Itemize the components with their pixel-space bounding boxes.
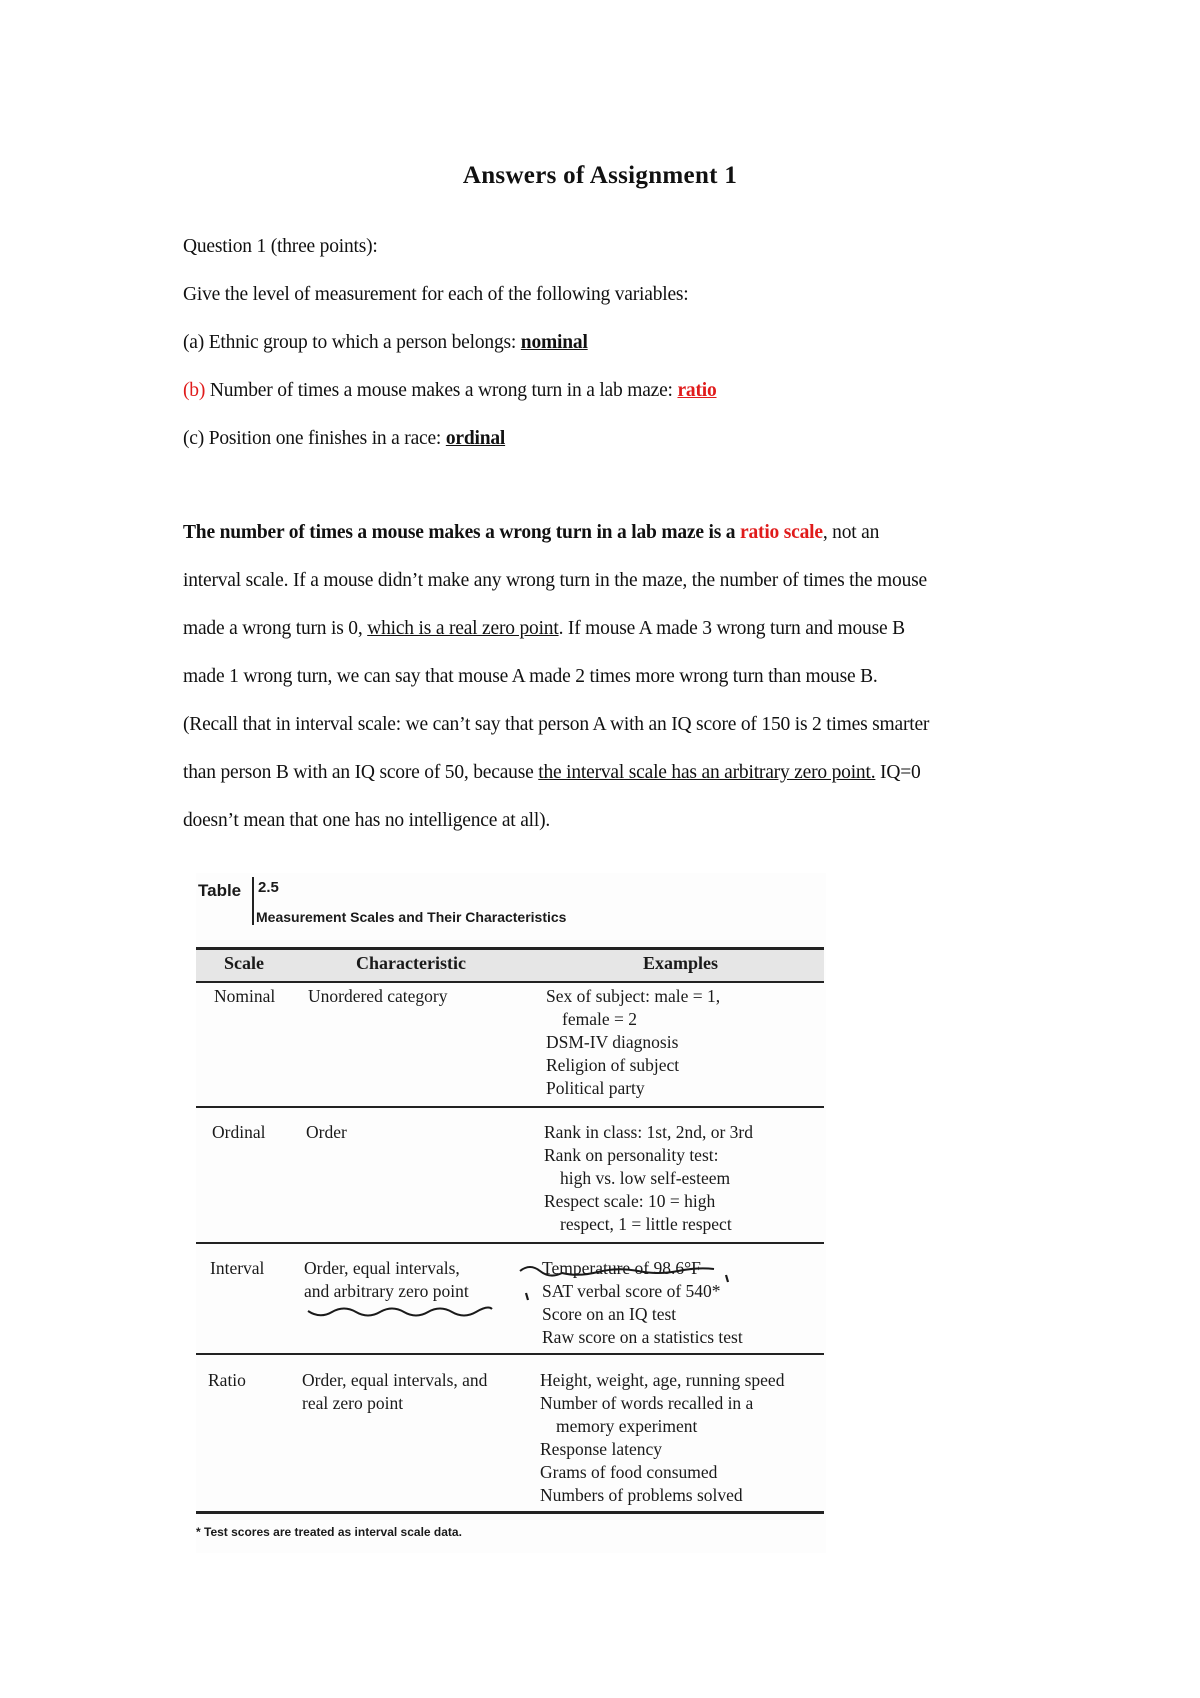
- handwritten-mark: [722, 1273, 736, 1287]
- handwritten-wavy-underline: [518, 1261, 738, 1281]
- text-segment: made a wrong turn is 0,: [183, 618, 368, 639]
- item-text: Ethnic group to which a person belongs:: [204, 332, 521, 353]
- example-line: Response latency: [540, 1439, 662, 1459]
- example-line: memory experiment: [556, 1416, 698, 1436]
- table-cell-scale: Interval: [210, 1258, 265, 1278]
- explanation-line-3: [183, 618, 905, 640]
- question-prompt: Give the level of measurement for each of the following variables:: [183, 284, 689, 305]
- table-number: 2.5: [258, 879, 279, 896]
- example-line: Temperature of 98.6°F: [542, 1258, 701, 1278]
- explanation-line-4: made 1 wrong turn, we can say that mouse A made 2 times more wrong turn than mouse B.: [183, 666, 878, 687]
- table-cell-characteristic: [302, 1369, 487, 1415]
- table-label-divider: [252, 877, 254, 925]
- item-answer: ratio: [677, 380, 717, 401]
- explanation-line-7: doesn’t mean that one has no intelligence at all).: [183, 810, 551, 831]
- table-rule-row: [196, 1353, 824, 1355]
- table-cell-scale: Ratio: [208, 1370, 246, 1390]
- item-text: Position one finishes in a race:: [204, 428, 446, 449]
- characteristic-line: Unordered category: [308, 986, 448, 1006]
- example-line: Respect scale: 10 = high: [544, 1191, 716, 1211]
- table-header-scale: Scale: [224, 953, 264, 973]
- handwritten-wavy-underline: [306, 1303, 496, 1323]
- table-cell-examples: [546, 985, 720, 1100]
- table-cell-characteristic: [306, 1121, 347, 1144]
- characteristic-line: real zero point: [302, 1393, 404, 1413]
- underlined-segment: which is a real zero point: [367, 618, 559, 639]
- example-line: respect, 1 = little respect: [560, 1214, 732, 1234]
- page-title: Answers of Assignment 1: [462, 162, 738, 189]
- table-header-band: [196, 949, 824, 981]
- characteristic-line: Order, equal intervals, and: [302, 1370, 488, 1390]
- item-text: Number of times a mouse makes a wrong turn in a lab maze:: [205, 380, 678, 401]
- table-rule-header: [196, 981, 824, 983]
- text-segment: than person B with an IQ score of 50, because: [183, 762, 539, 783]
- example-line: Numbers of problems solved: [540, 1485, 743, 1505]
- table-cell-scale: Nominal: [214, 986, 276, 1006]
- item-label: (a): [183, 332, 205, 353]
- item-answer: ordinal: [445, 428, 506, 449]
- text-segment: . If mouse A made 3 wrong turn and mouse B: [558, 618, 905, 639]
- question-heading: Question 1 (three points):: [183, 236, 378, 257]
- explanation-red: ratio scale: [740, 522, 823, 543]
- explanation-line-5: (Recall that in interval scale: we can’t say that person A with an IQ score of 150 is 2 times smarter: [183, 714, 930, 735]
- question-item-c: [183, 428, 505, 450]
- table-cell-scale: Ordinal: [212, 1122, 266, 1142]
- item-answer: nominal: [520, 332, 588, 353]
- example-line: female = 2: [562, 1009, 637, 1029]
- example-line: Rank on personality test:: [544, 1145, 719, 1165]
- table-cell-examples: [544, 1121, 753, 1236]
- table-rule-bottom: [196, 1511, 824, 1514]
- item-label: (b): [183, 380, 206, 401]
- explanation-rest: , not an: [822, 522, 880, 543]
- table-cell-characteristic: [308, 985, 447, 1008]
- explanation-line-1: [183, 522, 879, 544]
- table-cell-characteristic: [304, 1257, 469, 1303]
- example-line: Political party: [546, 1078, 645, 1098]
- example-line: Religion of subject: [546, 1055, 680, 1075]
- characteristic-line: and arbitrary zero point: [304, 1281, 469, 1301]
- example-line: Number of words recalled in a: [540, 1393, 754, 1413]
- table-caption: Measurement Scales and Their Characteristics: [256, 909, 567, 925]
- table-header-examples: Examples: [643, 953, 719, 973]
- example-line: Score on an IQ test: [542, 1304, 677, 1324]
- example-line: Grams of food consumed: [540, 1462, 718, 1482]
- table-cell-examples: [540, 1369, 784, 1507]
- question-item-a: [183, 332, 588, 354]
- scanned-table-figure: [196, 873, 826, 1553]
- example-line: Height, weight, age, running speed: [540, 1370, 785, 1390]
- item-label: (c): [183, 428, 205, 449]
- explanation-line-2: interval scale. If a mouse didn’t make any wrong turn in the maze, the number of times the mouse: [183, 570, 927, 591]
- handwritten-mark: [522, 1291, 536, 1305]
- example-line: Sex of subject: male = 1,: [546, 986, 721, 1006]
- table-rule-row: [196, 1242, 824, 1244]
- example-line: high vs. low self-esteem: [560, 1168, 731, 1188]
- underlined-segment: the interval scale has an arbitrary zero point.: [538, 762, 876, 783]
- characteristic-line: Order: [306, 1122, 347, 1142]
- example-line: SAT verbal score of 540*: [542, 1281, 721, 1301]
- characteristic-line: Order, equal intervals,: [304, 1258, 460, 1278]
- table-rule-row: [196, 1106, 824, 1108]
- table-label: Table: [198, 881, 242, 900]
- question-item-b: [183, 380, 717, 402]
- example-line: DSM-IV diagnosis: [546, 1032, 679, 1052]
- example-line: Rank in class: 1st, 2nd, or 3rd: [544, 1122, 754, 1142]
- table-header-characteristic: Characteristic: [356, 953, 466, 973]
- text-segment: IQ=0: [875, 762, 921, 783]
- example-line: Raw score on a statistics test: [542, 1327, 743, 1347]
- explanation-bold: The number of times a mouse makes a wrong turn in a lab maze is a: [183, 522, 741, 543]
- table-rule-top: [196, 947, 824, 950]
- table-footnote: * Test scores are treated as interval scale data.: [196, 1525, 462, 1539]
- explanation-line-6: [183, 762, 921, 784]
